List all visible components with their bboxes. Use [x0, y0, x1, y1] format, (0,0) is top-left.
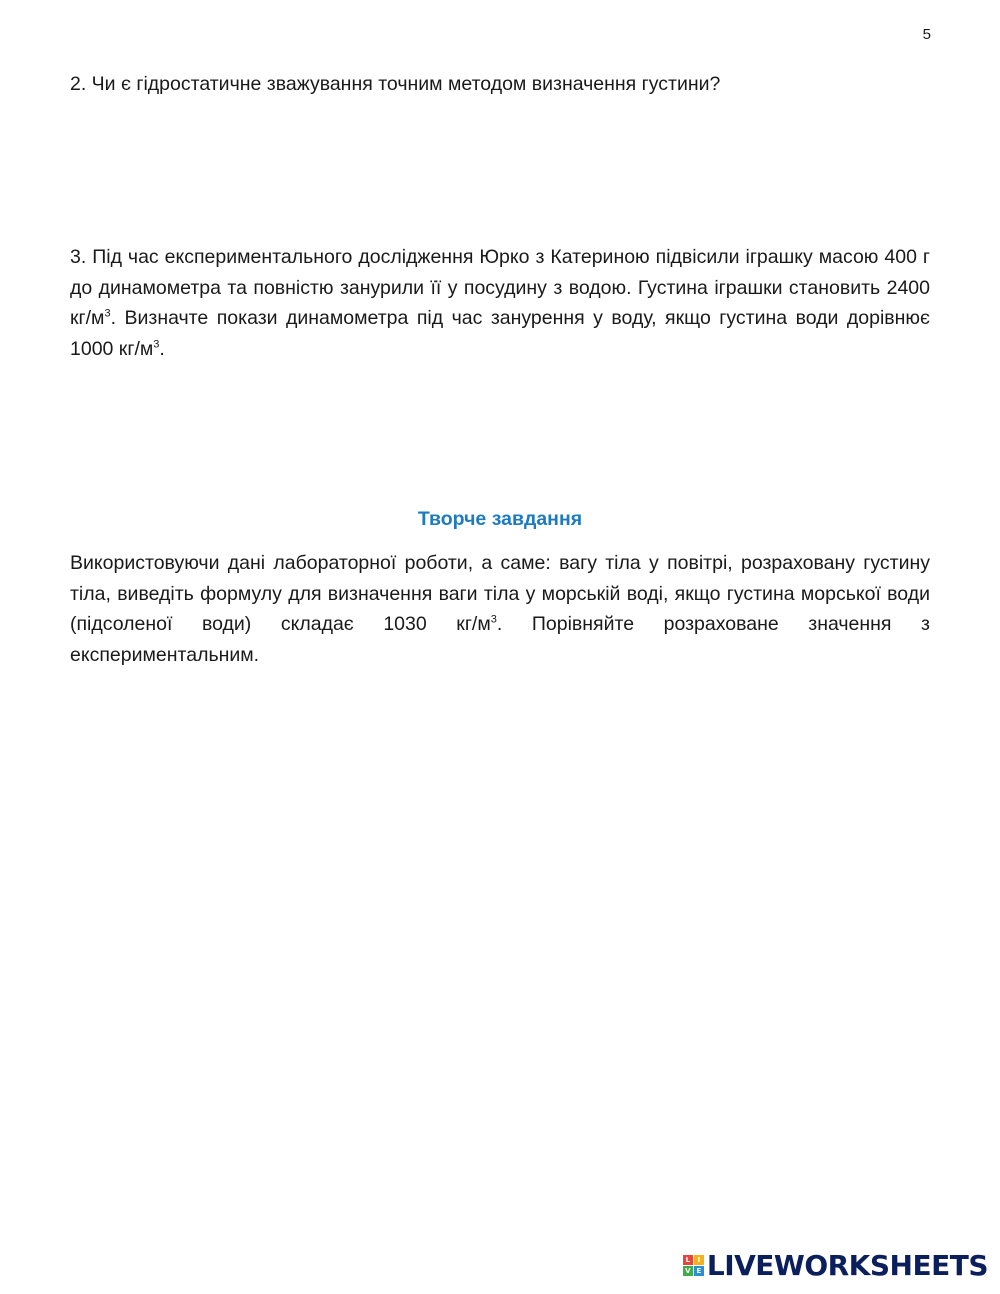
creative-task-text-2: . Порівняйте розраховане значення з експериментальним.	[70, 613, 930, 666]
question-2: 2. Чи є гідростатичне зважування точним методом визначення густини?	[70, 73, 721, 95]
logo-block-v: V	[683, 1266, 693, 1276]
liveworksheets-logo	[683, 1249, 988, 1282]
creative-task-text-1: Використовуючи дані лабораторної роботи, а саме: вагу тіла у повітрі, розраховану густину тіла, виведіть формулу для визначення ваги тіла у морській воді, якщо густина морської води (підсоленої води) складає 1030 кг/м	[70, 552, 930, 635]
logo-block-i: I	[694, 1255, 704, 1265]
page-number: 5	[922, 26, 931, 43]
question-3-sup-2: 3	[153, 338, 160, 350]
creative-task-title: Творче завдання	[417, 508, 583, 530]
logo-blocks-icon	[683, 1255, 704, 1276]
question-3	[70, 242, 930, 364]
question-3-text-2: . Визначте покази динамометра під час занурення у воду, якщо густина води дорівнює 1000 кг/м	[70, 307, 930, 360]
creative-task-text	[70, 548, 930, 670]
logo-block-e: E	[694, 1266, 704, 1276]
logo-block-l: L	[683, 1255, 693, 1265]
question-3-text-3: .	[159, 337, 165, 360]
question-3-sup-1: 3	[104, 307, 111, 320]
logo-text: LIVEWORKSHEETS	[706, 1249, 988, 1282]
creative-task-sup: 3	[490, 613, 497, 626]
question-3-text-1: 3. Під час експериментального дослідження Юрко з Катериною підвісили іграшку масою 400 г до динамометра та повністю занурили її у посудину з водою. Густина іграшки становить 2400 кг/м	[70, 246, 930, 329]
